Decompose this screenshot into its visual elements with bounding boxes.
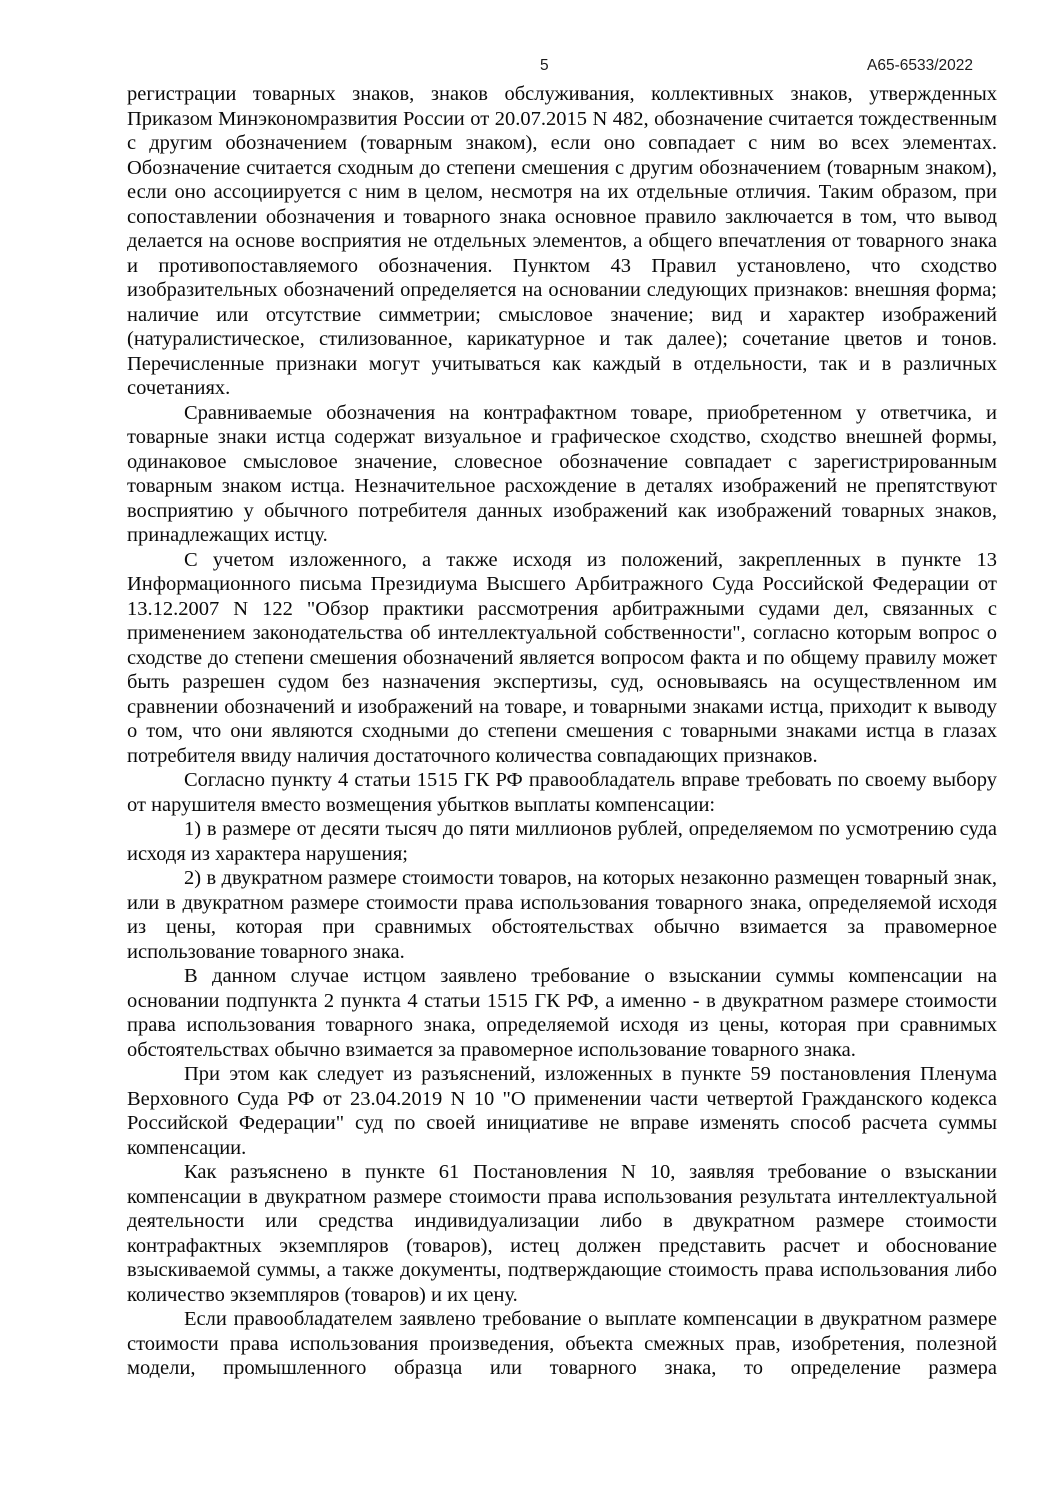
- paragraph-compared-designations: Сравниваемые обозначения на контрафактном товаре, приобретенном у ответчика, и товарные знаки истца содержат визуальное и графическое сходство, сходство внешней формы, одинаковое смысловое значение, словесное обозначение совпадает с зарегистрированным товарным знаком истца. Незначительное расхождение в деталях изображений не препятствуют восприятию у обычного потребителя данных изображений как изображений товарных знаков, принадлежащих истцу.: [127, 401, 997, 546]
- page-header: [0, 57, 1060, 81]
- paragraph-claim-basis: В данном случае истцом заявлено требование о взыскании суммы компенсации на основании подпункта 2 пункта 4 статьи 1515 ГК РФ, а именно - в двукратном размере стоимости права использования товарного знака, определяемой исходя из цены, которая при сравнимых обстоятельствах обычно взимается за правомерное использование товарного знака.: [127, 965, 997, 1061]
- case-number: А65-6533/2022: [866, 57, 973, 74]
- document-body: [127, 82, 997, 1381]
- paragraph-trademark-similarity-rules: регистрации товарных знаков, знаков обслуживания, коллективных знаков, утвержденных Приказом Минэкономразвития России от 20.07.2015 N 482, обозначение считается тождественным с другим обозначением (товарным знаком), если оно совпадает с ним во всех элементах. Обозначение считается сходным до степени смешения с другим обозначением (товарным знаком), если оно ассоциируется с ним в целом, несмотря на их отдельные отличия. Таким образом, при сопоставлении обозначения и товарного знака основное правило заключается в том, что вывод делается на основе восприятия не отдельных элементов, а общего впечатления от товарного знака и противопоставляемого обозначения. Пунктом 43 Правил установлено, что сходство изобразительных обозначений определяется на основании следующих признаков: внешняя форма; наличие или отсутствие симметрии; смысловое значение; вид и характер изображений (натуралистическое, стилизованное, карикатурное и так далее); сочетание цветов и тонов. Перечисленные признаки могут учитываться как каждый в отдельности, так и в различных сочетаниях.: [127, 83, 997, 399]
- paragraph-gk-1515-compensation-intro: Согласно пункту 4 статьи 1515 ГК РФ правообладатель вправе требовать по своему выбору от нарушителя вместо возмещения убытков выплаты компенсации:: [127, 769, 997, 816]
- paragraph-compensation-option-1: 1) в размере от десяти тысяч до пяти миллионов рублей, определяемом по усмотрению суда исходя из характера нарушения;: [127, 818, 997, 865]
- paragraph-plenum-59-rule: При этом как следует из разъяснений, изложенных в пункте 59 постановления Пленума Верховного Суда РФ от 23.04.2019 N 10 "О применении части четвертой Гражданского кодекса Российской Федерации" суд по своей инициативе не вправе изменять способ расчета суммы компенсации.: [127, 1063, 997, 1159]
- paragraph-plenum-61-rule: Как разъяснено в пункте 61 Постановления N 10, заявляя требование о взыскании компенсации в двукратном размере стоимости права использования результата интеллектуальной деятельности или средства индивидуализации либо в двукратном размере стоимости контрафактных экземпляров (товаров), истец должен представить расчет и обоснование взыскиваемой суммы, а также документы, подтверждающие стоимость права использования либо количество экземпляров (товаров) и их цену.: [127, 1161, 997, 1306]
- paragraph-compensation-option-2: 2) в двукратном размере стоимости товаров, на которых незаконно размещен товарный знак, или в двукратном размере стоимости права использования товарного знака, определяемой исходя из цены, которая при сравнимых обстоятельствах обычно взимается за правомерное использование товарного знака.: [127, 867, 997, 963]
- page-number: 5: [540, 57, 549, 74]
- paragraph-vas-letter-122-conclusion: С учетом изложенного, а также исходя из положений, закрепленных в пункте 13 Информационного письма Президиума Высшего Арбитражного Суда Российской Федерации от 13.12.2007 N 122 "Обзор практики рассмотрения арбитражными судами дел, связанных с применением законодательства об интеллектуальной собственности", согласно которым вопрос о сходстве до степени смешения обозначений является вопросом факта и по общему правилу может быть разрешен судом без назначения экспертизы, суд, основываясь на осуществленном им сравнении обозначений и изображений на товаре, и товарными знаками истца, приходит к выводу о том, что они являются сходными до степени смешения с товарными знаками истца в глазах потребителя ввиду наличия достаточного количества совпадающих признаков.: [127, 548, 997, 767]
- paragraph-double-cost-claim: Если правообладателем заявлено требование о выплате компенсации в двукратном размере стоимости права использования произведения, объекта смежных прав, изобретения, полезной модели, промышленного образца или товарного знака, то определение размера: [127, 1308, 997, 1379]
